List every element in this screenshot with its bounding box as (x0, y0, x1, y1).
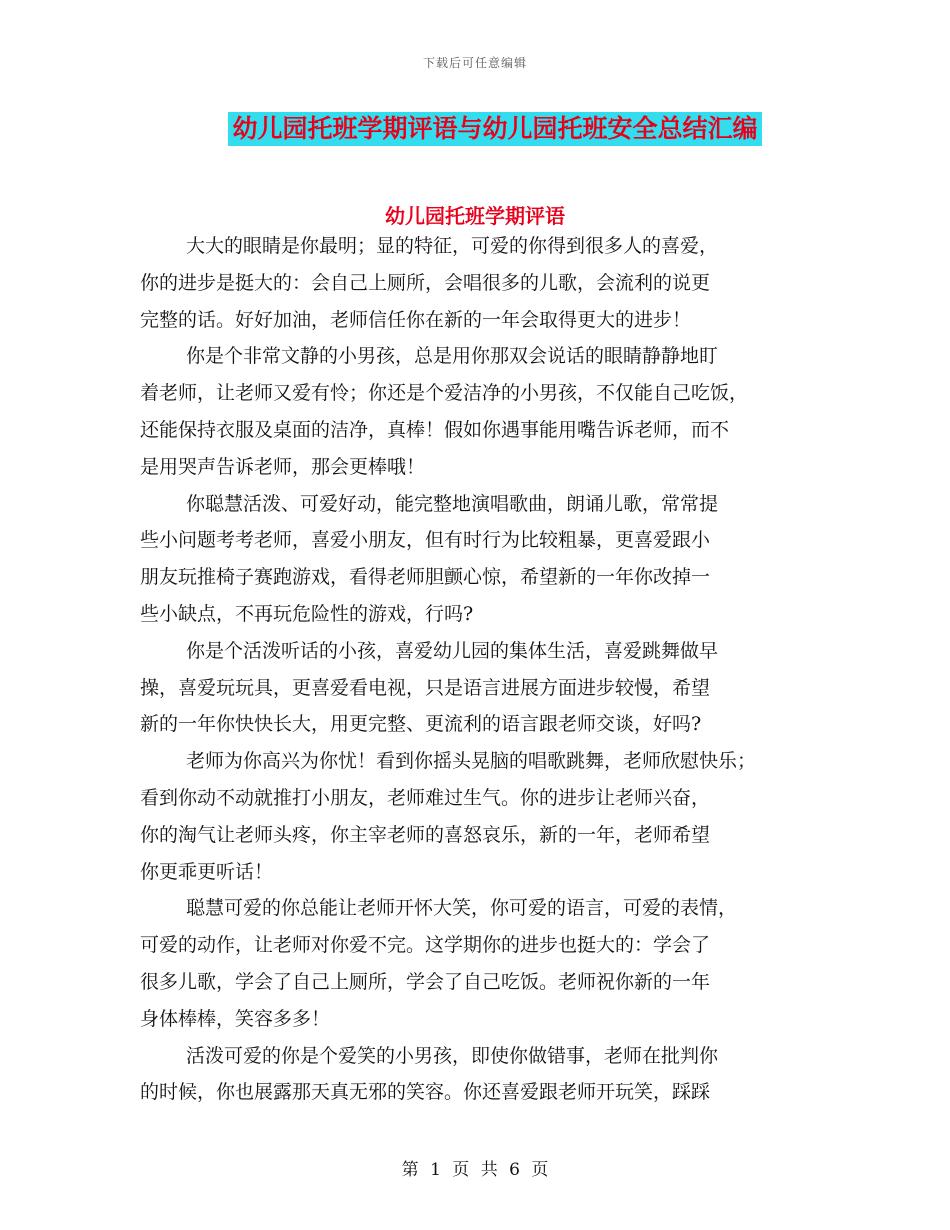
paragraph-line: 新的一年你快快长大，用更完整、更流利的语言跟老师交谈，好吗? (140, 713, 702, 736)
paragraph (140, 890, 810, 1037)
paragraph (140, 633, 810, 743)
paragraph-line: 聪慧可爱的你总能让老师开怀大笑，你可爱的语言，可爱的表情， (186, 897, 738, 920)
paragraph-line: 你的淘气让老师头疼，你主宰老师的喜怒哀乐，新的一年，老师希望 (140, 823, 711, 846)
paragraph-line: 你的进步是挺大的：会自己上厕所，会唱很多的儿歌，会流利的说更 (140, 271, 711, 294)
paragraph (140, 743, 810, 890)
paragraph-line: 看到你动不动就推打小朋友，老师难过生气。你的进步让老师兴奋， (140, 786, 711, 809)
page-footer: 第 1 页 共 6 页 (401, 1160, 549, 1180)
paragraph-line: 完整的话。好好加油，老师信任你在新的一年会取得更大的进步！ (140, 308, 692, 331)
paragraph-line: 些小问题考考老师，喜爱小朋友，但有时行为比较粗暴，更喜爱跟小 (140, 529, 711, 552)
main-title: 幼儿园托班学期评语与幼儿园托班安全总结汇编 (228, 112, 761, 146)
paragraph-line: 些小缺点，不再玩危险性的游戏，行吗? (140, 602, 474, 625)
paragraph-line: 你聪慧活泼、可爱好动，能完整地演唱歌曲，朗诵儿歌，常常提 (186, 492, 719, 515)
paragraph-line: 朋友玩推椅子赛跑游戏，看得老师胆颤心惊，希望新的一年你改掉一 (140, 566, 711, 589)
paragraph-line: 是用哭声告诉老师，那会更棒哦！ (140, 455, 426, 478)
paragraph-line: 还能保持衣服及桌面的洁净，真棒！假如你遇事能用嘴告诉老师，而不 (140, 418, 730, 441)
paragraph-line: 活泼可爱的你是个爱笑的小男孩，即使你做错事，老师在批判你 (186, 1044, 719, 1067)
paragraph-line: 身体棒棒，笑容多多！ (140, 1007, 331, 1030)
paragraph-line: 大大的眼睛是你最明；显的特征，可爱的你得到很多人的喜爱， (186, 235, 719, 257)
paragraph-line: 老师为你高兴为你忧！看到你摇头晃脑的唱歌跳舞，老师欣慰快乐； (186, 750, 757, 773)
paragraph-line: 你是个活泼听话的小孩，喜爱幼儿园的集体生活，喜爱跳舞做早 (186, 639, 719, 662)
paragraph-line: 的时候，你也展露那天真无邪的笑容。你还喜爱跟老师开玩笑，踩踩 (140, 1081, 711, 1104)
paragraph-line: 你更乖更听话！ (140, 860, 274, 883)
paragraph-line: 操，喜爱玩玩具，更喜爱看电视，只是语言进展方面进步较慢，希望 (140, 676, 711, 699)
paragraph-line: 你是个非常文静的小男孩，总是用你那双会说话的眼睛静静地盯 (186, 345, 719, 368)
paragraph-line: 很多儿歌，学会了自己上厕所，学会了自己吃饭。老师祝你新的一年 (140, 970, 711, 993)
paragraph (140, 486, 810, 633)
paragraph-line: 着老师，让老师又爱有怜；你还是个爱洁净的小男孩，不仅能自己吃饭， (140, 382, 749, 405)
document-body (140, 228, 810, 1111)
paragraph (140, 1038, 810, 1112)
main-title-wrap (0, 112, 950, 146)
header-note: 下载后可任意编辑 (422, 56, 527, 70)
paragraph (140, 338, 810, 485)
paragraph-line: 可爱的动作，让老师对你爱不完。这学期你的进步也挺大的：学会了 (140, 934, 711, 957)
paragraph (140, 228, 810, 338)
section-title: 幼儿园托班学期评语 (385, 204, 565, 228)
